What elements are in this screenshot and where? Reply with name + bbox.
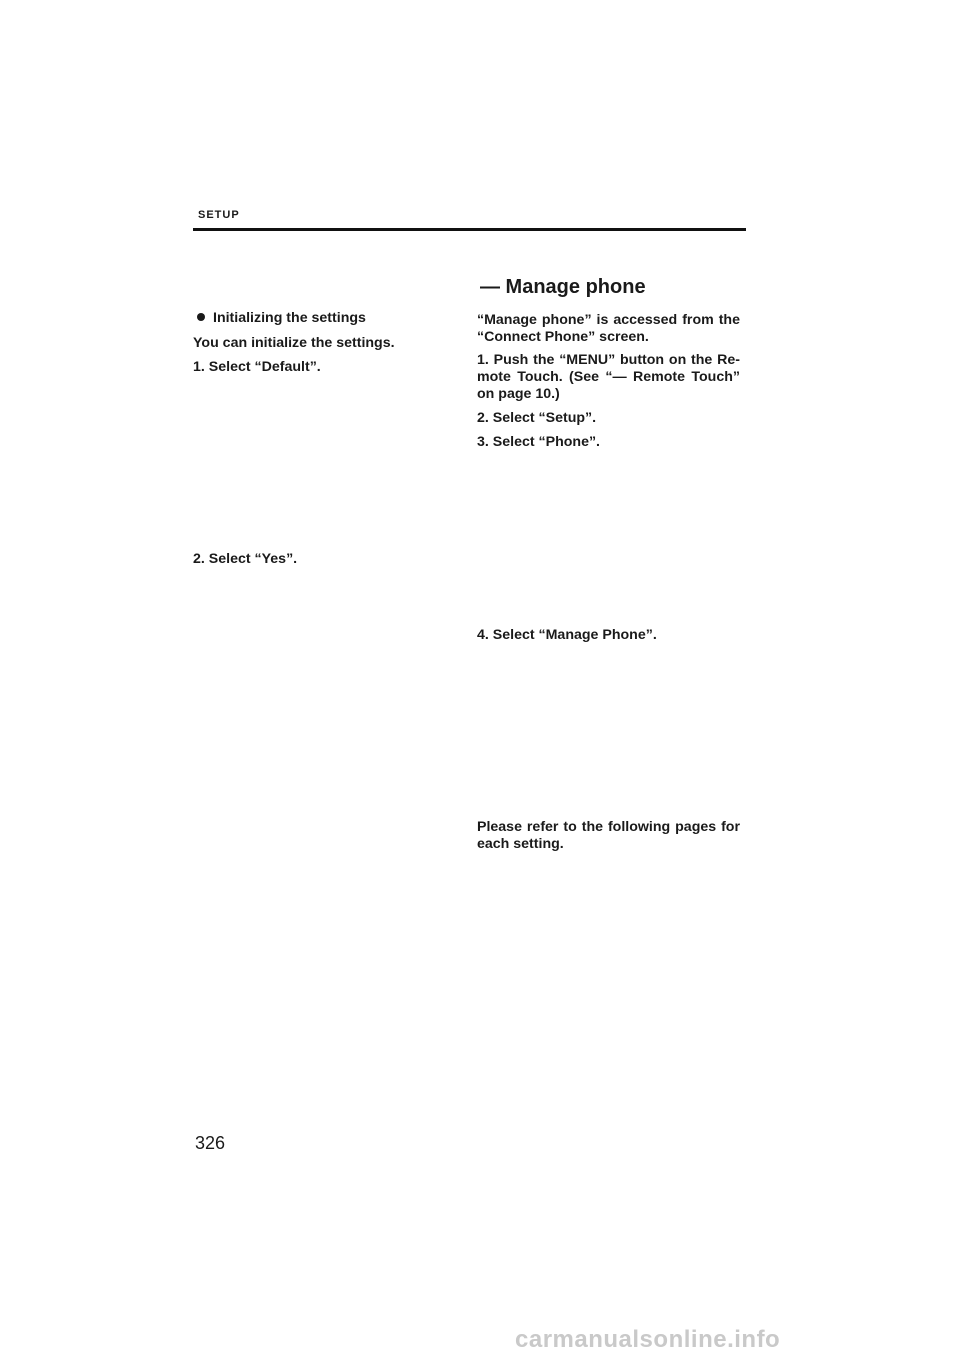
section-header: SETUP xyxy=(198,209,240,221)
watermark: carmanualsonline.info xyxy=(515,1326,781,1353)
left-step-1: 1. Select “Default”. xyxy=(193,359,321,375)
left-step-2: 2. Select “Yes”. xyxy=(193,551,298,567)
right-step-1-line-1: 1. Push the “MENU” button on the Re- xyxy=(477,352,740,368)
subheading-text: Initializing the settings xyxy=(213,310,366,326)
right-step-1-line-2: mote Touch. (See “— Remote Touch” xyxy=(477,369,740,385)
right-step-2: 2. Select “Setup”. xyxy=(477,410,597,426)
left-intro: You can initialize the settings. xyxy=(193,335,395,351)
closing-line-1: Please refer to the following pages for xyxy=(477,819,740,835)
closing-line-2: each setting. xyxy=(477,836,564,852)
section-heading: — Manage phone xyxy=(480,276,646,298)
header-rule xyxy=(193,228,746,231)
page-number: 326 xyxy=(195,1133,226,1153)
right-step-4: 4. Select “Manage Phone”. xyxy=(477,627,657,643)
bullet-icon xyxy=(197,313,205,321)
right-step-3: 3. Select “Phone”. xyxy=(477,434,600,450)
right-intro-line-2: “Connect Phone” screen. xyxy=(477,329,649,345)
right-intro-line-1: “Manage phone” is accessed from the xyxy=(477,312,740,328)
subheading xyxy=(197,310,366,327)
right-step-1-line-3: on page 10.) xyxy=(477,386,560,402)
